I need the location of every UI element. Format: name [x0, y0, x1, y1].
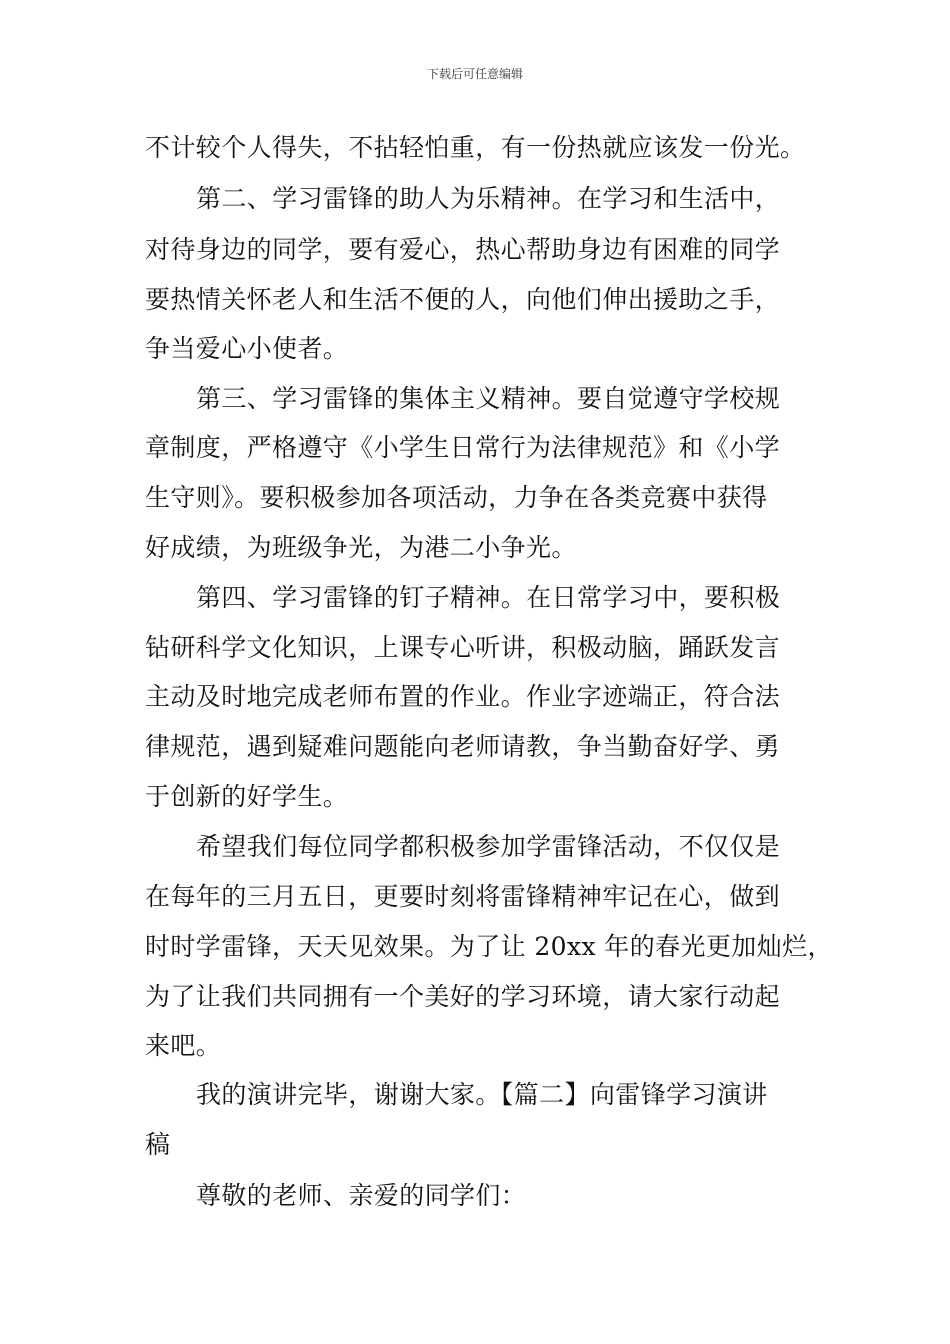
text-line: 于创新的好学生。	[145, 782, 349, 811]
text-line: 为了让我们共同拥有一个美好的学习环境，请大家行动起	[145, 982, 781, 1011]
text-line: 章制度，严格遵守《小学生日常行为法律规范》和《小学	[145, 433, 781, 462]
text-line: 尊敬的老师、亲爱的同学们：	[196, 1181, 527, 1210]
text-line: 对待身边的同学，要有爱心，热心帮助身边有困难的同学	[145, 235, 781, 264]
text-line: 稿	[145, 1130, 171, 1159]
page-header: 下载后可任意编辑	[426, 67, 523, 81]
text-line: 生守则》。要积极参加各项活动，力争在各类竞赛中获得	[145, 483, 768, 512]
text-line: 好成绩，为班级争光，为港二小争光。	[145, 533, 577, 562]
text-line: 第二、学习雷锋的助人为乐精神。在学习和生活中，	[196, 184, 781, 213]
text-line: 希望我们每位同学都积极参加学雷锋活动，不仅仅是	[196, 832, 781, 861]
text-line: 在每年的三月五日，更要时刻将雷锋精神牢记在心，做到	[145, 882, 781, 911]
text-line: 争当爱心小使者。	[145, 334, 349, 363]
text-line: 我的演讲完毕，谢谢大家。【篇二】向雷锋学习演讲	[196, 1080, 768, 1109]
text-line: 律规范，遇到疑难问题能向老师请教，争当勤奋好学、勇	[145, 732, 781, 761]
text-line: 来吧。	[145, 1031, 222, 1060]
text-line: 钻研科学文化知识，上课专心听讲，积极动脑，踊跃发言	[145, 633, 781, 662]
text-line: 主动及时地完成老师布置的作业。作业字迹端正，符合法	[145, 682, 781, 711]
text-line: 时时学雷锋，天天见效果。为了让 20xx 年的春光更加灿烂，	[145, 932, 833, 961]
text-line: 要热情关怀老人和生活不便的人，向他们伸出援助之手，	[145, 285, 781, 314]
text-line: 不计较个人得失，不拈轻怕重，有一份热就应该发一份光。	[145, 133, 806, 162]
text-line: 第四、学习雷锋的钉子精神。在日常学习中，要积极	[196, 583, 781, 612]
text-line: 第三、学习雷锋的集体主义精神。要自觉遵守学校规	[196, 384, 781, 413]
